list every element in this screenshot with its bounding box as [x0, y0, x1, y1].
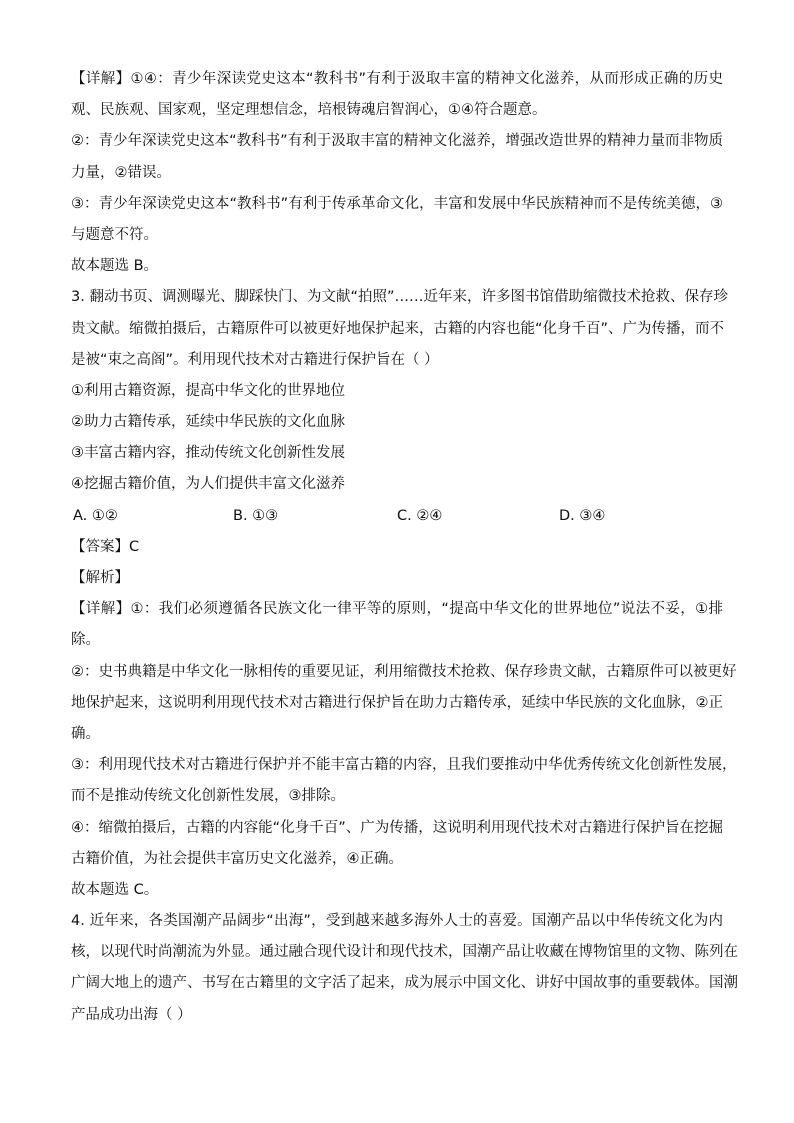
- q3-detail-p1-line2: 除。: [71, 632, 100, 649]
- document-page: [71, 64, 738, 1031]
- answer-value: C: [129, 538, 140, 555]
- q2-detail-p2-line1: ②：青少年深读党史这本“教科书”有利于汲取丰富的精神文化滋养，增强改造世界的精神力量而非物质: [71, 133, 723, 150]
- q3-statement-4: ④挖掘古籍价值，为人们提供丰富文化滋养: [71, 476, 345, 493]
- q2-detail-p1-line1: 【详解】①④：青少年深读党史这本“教科书”有利于汲取丰富的精神文化滋养，从而形成正确的历史: [71, 71, 723, 87]
- option-d: D. ③④: [559, 507, 606, 524]
- q3-stem-line3: 是被“束之高阁”。利用现代技术对古籍进行保护旨在（ ）: [71, 351, 439, 368]
- q3-statement-2: ②助力古籍传承，延续中华民族的文化血脉: [71, 414, 345, 431]
- q4-stem-line3: 广阔大地上的遗产、书写在古籍里的文字活了起来，成为展示中国文化、讲好中国故事的重要载体。国潮: [71, 975, 738, 992]
- q3-detail-p2-line1: ②：史书典籍是中华文化一脉相传的重要见证，利用缩微技术抢救、保存珍贵文献，古籍原件可以被更好: [71, 663, 737, 680]
- q3-options-row: [71, 501, 723, 532]
- q2-conclusion: 故本题选 B。: [71, 258, 159, 275]
- q3-analysis-label: 【解析】: [71, 570, 129, 586]
- detail-label: 【详解】: [71, 601, 131, 618]
- q2-detail-p2-line2: 力量，②错误。: [71, 164, 171, 181]
- q4-stem-line4: 产品成功出海（ ）: [71, 1006, 192, 1023]
- q3-detail-p1-line1: 【详解】①：我们必须遵循各民族文化一律平等的原则，“提高中华文化的世界地位”说法不妥，①排: [71, 601, 723, 618]
- q3-detail-p2-line3: 确。: [71, 725, 100, 742]
- q3-answer: [71, 532, 723, 563]
- q3-statement-1: ①利用古籍资源，提高中华文化的世界地位: [71, 382, 345, 399]
- option-a: A. ①②: [73, 507, 118, 524]
- q3-detail-p3-line1: ③：利用现代技术对古籍进行保护并不能丰富古籍的内容，且我们要推动中华优秀传统文化创新性发展，: [71, 757, 737, 774]
- q3-stem-line2: 贵文献。缩微拍摄后，古籍原件可以被更好地保护起来，古籍的内容也能“化身千百”、广为传播，而不: [71, 320, 725, 337]
- q2-detail-p3-line2: 与题意不符。: [71, 226, 158, 243]
- answer-label: 【答案】: [71, 538, 129, 555]
- q3-conclusion: 故本题选 C。: [71, 881, 159, 898]
- q3-detail-p4-line1: ④：缩微拍摄后，古籍的内容能“化身千百”、广为传播，这说明利用现代技术对古籍进行保护旨在挖掘: [71, 819, 723, 836]
- option-b: B. ①③: [233, 507, 279, 524]
- q4-stem-line2: 核，以现代时尚潮流为外显。通过融合现代设计和现代技术，国潮产品让收藏在博物馆里的文物、陈列在: [71, 944, 738, 961]
- q3-statement-3: ③丰富古籍内容，推动传统文化创新性发展: [71, 445, 345, 462]
- option-c: C. ②④: [397, 507, 443, 524]
- q3-detail-p3-line2: 而不是推动传统文化创新性发展，③排除。: [71, 788, 345, 805]
- q3-detail-p2-line2: 地保护起来，这说明利用现代技术对古籍进行保护旨在助力古籍传承，延续中华民族的文化血脉，②正: [71, 694, 723, 711]
- detail-label: 【详解】: [71, 71, 131, 87]
- q2-detail-p1-line2: 观、民族观、国家观，坚定理想信念，培根铸魂启智润心，①④符合题意。: [71, 102, 547, 119]
- q2-detail-p3-line1: ③：青少年深读党史这本“教科书”有利于传承革命文化，丰富和发展中华民族精神而不是传统美德，③: [71, 195, 723, 212]
- q3-stem-line1: 3. 翻动书页、调测曝光、脚踩快门、为文献“拍照”……近年来，许多图书馆借助缩微技术抢救、保存珍: [71, 289, 728, 306]
- q3-detail-p4-line2: 古籍价值，为社会提供丰富历史文化滋养，④正确。: [71, 850, 403, 867]
- q4-stem-line1: 4. 近年来，各类国潮产品阔步“出海”，受到越来越多海外人士的喜爱。国潮产品以中华传统文化为内: [71, 913, 723, 930]
